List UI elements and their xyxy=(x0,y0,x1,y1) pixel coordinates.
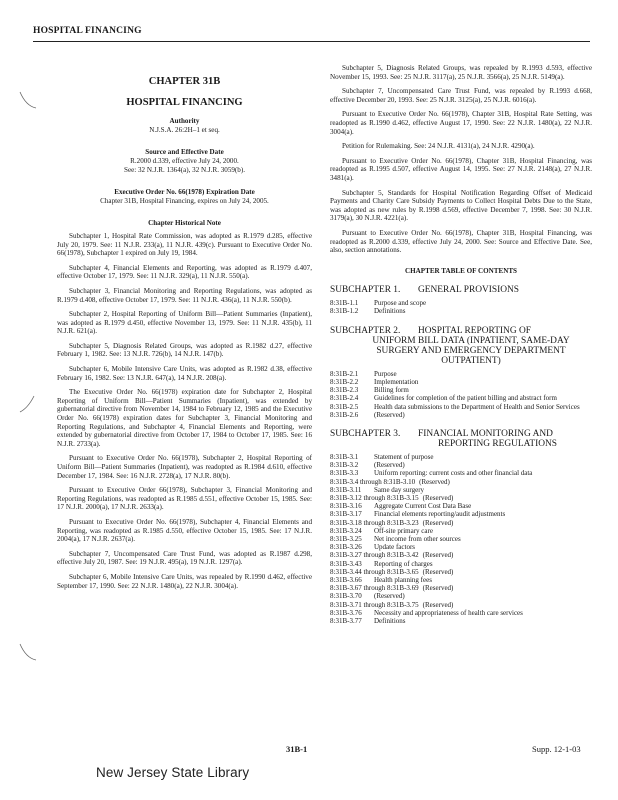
section-title: (Reserved) xyxy=(374,592,405,601)
toc-entry xyxy=(330,469,592,477)
section-number: 8:31B-3.4 through 8:31B-3.10 xyxy=(330,477,416,486)
eo-text: Chapter 31B, Hospital Financing, expires on July 24, 2005. xyxy=(100,196,269,205)
subchapter-number: SUBCHAPTER 3. xyxy=(330,428,401,439)
subchapter-1-heading xyxy=(330,285,592,295)
library-stamp: New Jersey State Library xyxy=(96,765,250,780)
history-paragraph: The Executive Order No. 66(1978) expiration date for Subchapter 2, Hospital Reporting of Uniform Bill—Patient Summaries (Inpatient), was extended by gubernatorial directive from November 14, 1984 to February 12, 1985 and the Executive Order No. 66(1978) expiration dates for Subchapter 3, Financial Monitoring and Reporting Regulations, and Subchapter 4, Financial Elements and Reporting, were extended by gubernatorial directive from October 17, 1984 to October 17, 1985. See: 16 N.J.R. 2733(a). xyxy=(57,388,312,448)
section-number: 8:31B-3.24 xyxy=(330,526,362,535)
section-number: 8:31B-3.25 xyxy=(330,534,362,543)
history-paragraph: Pursuant to Executive Order 66(1978), Subchapter 3, Financial Monitoring and Reporting Regulations, was readopted as R.1985 d.551, effective October 15, 1985. See: 17 N.J.R. 2000(a), 17 N.J.R. 2633(a). xyxy=(57,486,312,512)
section-number: 8:31B-3.71 through 8:31B-3.75 xyxy=(330,600,419,609)
section-title: Guidelines for completion of the patient billing and abstract form xyxy=(374,394,557,403)
history-paragraph: Subchapter 6, Mobile Intensive Care Units, was adopted as R.1982 d.38, effective February 16, 1982. See: 13 N.J.R. 647(a), 14 N.J.R. 208(a). xyxy=(57,365,312,382)
section-number: 8:31B-3.11 xyxy=(330,485,362,494)
subchapter-3-sections xyxy=(330,453,592,625)
toc-entry xyxy=(330,592,592,600)
history-paragraph: Pursuant to Executive Order No. 66(1978), Chapter 31B, Hospital Rate Setting, was readopted as R.1990 d.462, effective August 17, 1990. See: 22 N.J.R. 1480(a), 22 N.J.R. 3004(a). xyxy=(330,110,592,136)
section-title: (Reserved) xyxy=(422,584,454,593)
subchapter-title-cont: UNIFORM BILL DATA (INPATIENT, SAME-DAY SURGERY AND EMERGENCY DEPARTMENT OUTPATIENT) xyxy=(372,335,570,366)
history-paragraph: Pursuant to Executive Order No. 66(1978), Chapter 31B, Hospital Financing, was readopted as R.1995 d.507, effective August 14, 1995. See: 27 N.J.R. 2148(a), 27 N.J.R. 3481(a). xyxy=(330,156,592,182)
section-title: Net income from other sources xyxy=(374,534,461,543)
toc-entry xyxy=(330,370,592,378)
toc-entry xyxy=(330,378,592,386)
section-title: Aggregate Current Cost Data Base xyxy=(374,502,472,511)
section-title: (Reserved) xyxy=(374,410,405,419)
section-title: Health planning fees xyxy=(374,575,432,584)
toc-entry xyxy=(330,617,592,625)
toc-entry xyxy=(330,486,592,494)
margin-mark xyxy=(18,392,38,416)
subchapter-3-heading xyxy=(330,429,592,449)
section-number: 8:31B-3.27 through 8:31B-3.42 xyxy=(330,551,419,560)
section-title: Purpose and scope xyxy=(374,299,427,308)
history-paragraph: Subchapter 1, Hospital Rate Commission, was adopted as R.1979 d.285, effective July 20, 1979. See: 11 N.J.R. 233(a), 11 N.J.R. 439(c). Pursuant to Executive Order No. 66(1978), Subchapter 1 expired on July 19, 1984. xyxy=(57,231,312,258)
toc-entry xyxy=(330,502,592,510)
section-title: (Reserved) xyxy=(422,551,454,560)
section-number: 8:31B-1.2 xyxy=(330,307,359,316)
toc-entry xyxy=(330,535,592,543)
eo-heading: Executive Order No. 66(1978) Expiration Date xyxy=(114,188,255,197)
subchapter-1-sections xyxy=(330,299,592,315)
section-number: 8:31B-2.2 xyxy=(330,377,359,386)
section-number: 8:31B-3.26 xyxy=(330,543,362,552)
history-paragraph: Subchapter 4, Financial Elements and Reporting, was adopted as R.1979 d.407, effective October 17, 1979. See: 11 N.J.R. 329(a), 11 N.J.R. 550(a). xyxy=(57,263,312,281)
subchapter-title-cont: REPORTING REGULATIONS xyxy=(438,438,557,449)
section-number: 8:31B-3.17 xyxy=(330,510,362,519)
section-title: (Reserved) xyxy=(422,518,454,527)
section-number: 8:31B-3.66 xyxy=(330,575,362,584)
toc-entry xyxy=(330,568,592,576)
toc-entry xyxy=(330,584,592,592)
section-number: 8:31B-2.5 xyxy=(330,402,359,411)
authority-text: N.J.S.A. 26:2H–1 et seq. xyxy=(149,125,220,134)
section-title: Health data submissions to the Department of Health and Senior Services xyxy=(374,402,580,411)
history-notes xyxy=(57,232,312,590)
section-title: Uniform reporting: current costs and other financial data xyxy=(374,469,533,478)
section-number: 8:31B-3.76 xyxy=(330,608,362,617)
section-title: (Reserved) xyxy=(422,600,454,609)
toc-entry xyxy=(330,519,592,527)
section-number: 8:31B-3.77 xyxy=(330,616,362,625)
margin-mark xyxy=(18,88,38,112)
chapter-number: CHAPTER 31B xyxy=(148,76,221,87)
history-paragraph: Subchapter 7, Uncompensated Care Trust Fund, was adopted as R.1987 d.298, effective July 20, 1987. See: 19 N.J.R. 495(a), 19 N.J.R. 1297(a). xyxy=(57,549,312,567)
section-number: 8:31B-3.44 through 8:31B-3.65 xyxy=(330,567,419,576)
section-title: (Reserved) xyxy=(419,477,450,486)
source-line-2: See: 32 N.J.R. 1364(a), 32 N.J.R. 3059(b). xyxy=(124,165,245,174)
section-number: 8:31B-3.2 xyxy=(330,461,359,470)
toc-entry xyxy=(330,299,592,307)
authority-heading: Authority xyxy=(169,117,200,126)
toc-entry xyxy=(330,411,592,419)
toc-entry xyxy=(330,394,592,402)
toc-entry xyxy=(330,560,592,568)
toc-entry xyxy=(330,461,592,469)
section-title: Reporting of charges xyxy=(374,559,433,568)
subchapter-number: SUBCHAPTER 2. xyxy=(330,325,401,336)
subchapter-title: HOSPITAL REPORTING OF xyxy=(418,325,531,336)
right-column xyxy=(330,64,592,625)
history-paragraph: Pursuant to Executive Order No. 66(1978), Subchapter 4, Financial Elements and Reporting, was readopted as R.1985 d.550, effective October 15, 1985. See: 17 N.J.R. 2004(a), 17 N.J.R. 2637(a). xyxy=(57,517,312,544)
section-number: 8:31B-3.16 xyxy=(330,502,362,511)
section-number: 8:31B-3.3 xyxy=(330,469,359,478)
header-rule xyxy=(33,41,590,42)
history-paragraph: Subchapter 7, Uncompensated Care Trust Fund, was repealed by R.1993 d.668, effective December 20, 1993. See: 25 N.J.R. 3125(a), 25 N.J.R. 6016(a). xyxy=(330,87,592,104)
toc-entry xyxy=(330,576,592,584)
supplement-date: Supp. 12-1-03 xyxy=(532,744,581,754)
subchapter-number: SUBCHAPTER 1. xyxy=(330,285,401,296)
running-header: HOSPITAL FINANCING xyxy=(33,26,142,36)
section-title: Definitions xyxy=(374,616,406,625)
subchapter-title: FINANCIAL MONITORING AND xyxy=(418,428,553,439)
section-title: Billing form xyxy=(374,386,409,395)
toc-entry xyxy=(330,307,592,315)
toc-entry xyxy=(330,403,592,411)
section-title: (Reserved) xyxy=(422,493,454,502)
history-heading: Chapter Historical Note xyxy=(148,219,221,228)
history-paragraph: Pursuant to Executive Order No. 66(1978), Subchapter 2, Hospital Reporting of Uniform Bill—Patient Summaries (Inpatient), was readopted as R.1984 d.610, effective December 17, 1984. See: 16 N.J.R. 2728(a), 17 N.J.R. 80(b). xyxy=(57,454,312,480)
history-notes-continued xyxy=(330,64,592,255)
toc-entry xyxy=(330,601,592,609)
section-number: 8:31B-3.70 xyxy=(330,592,362,601)
toc-entry xyxy=(330,543,592,551)
section-title: (Reserved) xyxy=(374,461,405,470)
section-number: 8:31B-2.1 xyxy=(330,369,359,378)
history-paragraph: Pursuant to Executive Order No. 66(1978), Chapter 31B, Hospital Financing, was readopted as R.2000 d.339, effective July 24, 2000. See: Source and Effective Date. See, also, section annotations. xyxy=(330,228,592,255)
section-title: Implementation xyxy=(374,377,419,386)
section-number: 8:31B-3.67 through 8:31B-3.69 xyxy=(330,584,419,593)
section-title: Financial elements reporting/audit adjustments xyxy=(374,510,506,519)
section-title: Definitions xyxy=(374,307,406,316)
margin-mark xyxy=(18,640,38,664)
section-title: Purpose xyxy=(374,369,397,378)
subchapter-title: GENERAL PROVISIONS xyxy=(418,285,519,296)
history-paragraph: Subchapter 2, Hospital Reporting of Uniform Bill—Patient Summaries (Inpatient), was adopted as R.1979 d.450, effective November 13, 1979. See: 11 N.J.R. 435(b), 11 N.J.R. 621(a). xyxy=(57,310,312,336)
toc-entry xyxy=(330,494,592,502)
section-number: 8:31B-3.18 through 8:31B-3.23 xyxy=(330,518,419,527)
history-paragraph: Petition for Rulemaking. See: 24 N.J.R. 4131(a), 24 N.J.R. 4290(a). xyxy=(342,142,535,151)
section-title: (Reserved) xyxy=(422,567,454,576)
left-column xyxy=(57,64,312,596)
section-number: 8:31B-2.3 xyxy=(330,386,359,395)
section-number: 8:31B-1.1 xyxy=(330,299,359,308)
page-number: 31B-1 xyxy=(286,744,308,754)
section-number: 8:31B-3.43 xyxy=(330,559,362,568)
section-number: 8:31B-3.1 xyxy=(330,452,359,461)
section-title: Necessity and appropriateness of health care services xyxy=(374,608,523,617)
toc-entry xyxy=(330,453,592,461)
history-paragraph: Subchapter 5, Standards for Hospital Notification Regarding Offset of Medicaid Payments and Charity Care Subsidy Payments to Collect Hospital Debts Due to the State, was adopted as new rules by R.1998 d.569, effective December 7, 1998. See: 30 N.J.R. 3179(a), 30 N.J.R. 4221(a). xyxy=(330,188,592,223)
toc-entry xyxy=(330,551,592,559)
toc-entry xyxy=(330,527,592,535)
section-title: Statement of purpose xyxy=(374,452,434,461)
toc-heading: CHAPTER TABLE OF CONTENTS xyxy=(404,266,517,275)
history-paragraph: Subchapter 6, Mobile Intensive Care Units, was repealed by R.1990 d.462, effective September 17, 1990. See: 22 N.J.R. 1480(a), 22 N.J.R. 3004(a). xyxy=(57,572,312,590)
history-paragraph: Subchapter 3, Financial Monitoring and Reporting Regulations, was adopted as R.1979 d.408, effective October 17, 1979. See: 11 N.J.R. 436(a), 11 N.J.R. 550(b). xyxy=(57,286,312,304)
toc-entry xyxy=(330,478,592,486)
chapter-title: HOSPITAL FINANCING xyxy=(126,96,243,108)
toc-entry xyxy=(330,510,592,518)
subchapter-2-heading xyxy=(330,326,592,366)
source-heading: Source and Effective Date xyxy=(145,148,224,157)
section-number: 8:31B-2.6 xyxy=(330,410,359,419)
toc-entry xyxy=(330,609,592,617)
history-paragraph: Subchapter 5, Diagnosis Related Groups, was repealed by R.1993 d.593, effective November 15, 1993. See: 25 N.J.R. 3117(a), 25 N.J.R. 3566(a), 25 N.J.R. 5149(a). xyxy=(330,64,592,81)
toc-entry xyxy=(330,386,592,394)
subchapter-2-sections xyxy=(330,370,592,419)
section-title: Same day surgery xyxy=(374,485,425,494)
source-line-1: R.2000 d.339, effective July 24, 2000. xyxy=(130,156,239,165)
section-title: Update factors xyxy=(374,543,416,552)
history-paragraph: Subchapter 5, Diagnosis Related Groups, was adopted as R.1982 d.27, effective February 1, 1982. See: 13 N.J.R. 726(b), 14 N.J.R. 147(b). xyxy=(57,341,312,359)
section-number: 8:31B-2.4 xyxy=(330,394,359,403)
section-number: 8:31B-3.12 through 8:31B-3.15 xyxy=(330,493,419,502)
section-title: Off-site primary care xyxy=(374,526,433,535)
